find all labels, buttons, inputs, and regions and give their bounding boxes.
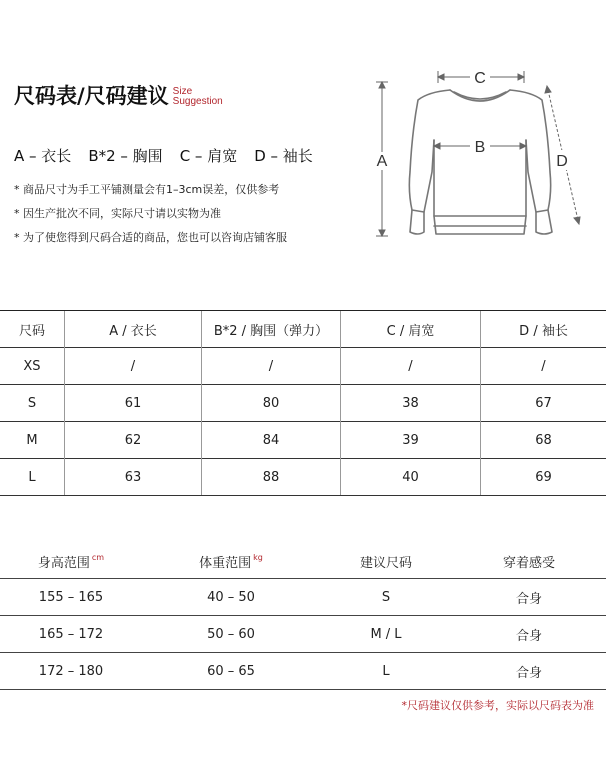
table-cell: L [320,653,452,690]
table-cell: 67 [481,385,606,422]
table-cell: 合身 [452,616,606,653]
table-cell: 69 [481,459,606,496]
table-cell: S [320,579,452,616]
title-english-line2: Suggestion [172,96,223,107]
legend-item-a: A – 衣长 [14,147,72,165]
table-cell: 84 [202,422,341,459]
table-cell: 合身 [452,579,606,616]
size-header-c: C / 肩宽 [341,311,481,348]
size-recommendation-table [0,544,606,690]
table-cell: 40 – 50 [142,579,320,616]
table-cell: / [202,348,341,385]
size-header-size: 尺码 [0,311,65,348]
rec-header-weight: 体重范围 $^{kg}$ [142,544,320,579]
legend-item-d: D – 袖长 [254,147,313,165]
table-row [0,653,606,690]
table-row [0,422,606,459]
table-cell: / [341,348,481,385]
table-cell: 172 – 180 [0,653,142,690]
diagram-label-c: C [474,70,486,87]
unit-label: cm [91,552,105,562]
table-cell: 61 [65,385,202,422]
size-header-b: B*2 / 胸围（弹力） [202,311,341,348]
rec-table-header-row [0,544,606,579]
table-cell: 合身 [452,653,606,690]
legend-item-c: C – 肩宽 [179,147,238,165]
table-row [0,579,606,616]
measurement-legend [14,145,313,166]
table-cell: S [0,385,65,422]
table-cell: 80 [202,385,341,422]
table-cell: / [65,348,202,385]
rec-header-height: 身高范围 $^{cm}$ [0,544,142,579]
table-row [0,348,606,385]
legend-item-b: B*2 – 胸围 [88,147,163,165]
sweater-outline-icon [409,90,552,234]
table-cell: 63 [65,459,202,496]
table-cell: 39 [341,422,481,459]
title-english-line1: Size [172,86,193,97]
table-cell: 60 – 65 [142,653,320,690]
table-cell: / [481,348,606,385]
diagram-label-a: A [376,153,388,170]
size-table-header-row [0,311,606,348]
rec-header-fit: 穿着感受 [452,544,606,579]
table-cell: M / L [320,616,452,653]
size-header-a: A / 衣长 [65,311,202,348]
sweater-measurement-diagram [372,62,602,252]
title-english [173,87,223,110]
table-row [0,616,606,653]
table-cell: 88 [202,459,341,496]
table-row [0,385,606,422]
page-title: 尺码表/尺码建议 [14,84,169,108]
diagram-label-d: D [556,153,568,170]
table-row [0,459,606,496]
size-disclaimer: *尺码建议仅供参考，实际以尺码表为准 [401,699,594,712]
size-header-d: D / 袖长 [481,311,606,348]
unit-label: kg [253,552,263,562]
table-cell: XS [0,348,65,385]
table-cell: 155 – 165 [0,579,142,616]
measurement-notes [14,181,287,253]
table-cell: 38 [341,385,481,422]
table-cell: 165 – 172 [0,616,142,653]
page-title-block [14,80,223,110]
table-cell: 68 [481,422,606,459]
table-cell: 50 – 60 [142,616,320,653]
table-cell: 62 [65,422,202,459]
note-item: * 因生产批次不同，实际尺寸请以实物为准 [14,207,221,220]
table-cell: 40 [341,459,481,496]
size-table [0,310,606,496]
note-item: * 商品尺寸为手工平铺测量会有1–3cm误差，仅供参考 [14,183,280,196]
note-item: * 为了使您得到尺码合适的商品，您也可以咨询店铺客服 [14,231,287,244]
table-cell: L [0,459,65,496]
rec-header-size: 建议尺码 [320,544,452,579]
table-cell: M [0,422,65,459]
diagram-label-b: B [474,139,486,156]
